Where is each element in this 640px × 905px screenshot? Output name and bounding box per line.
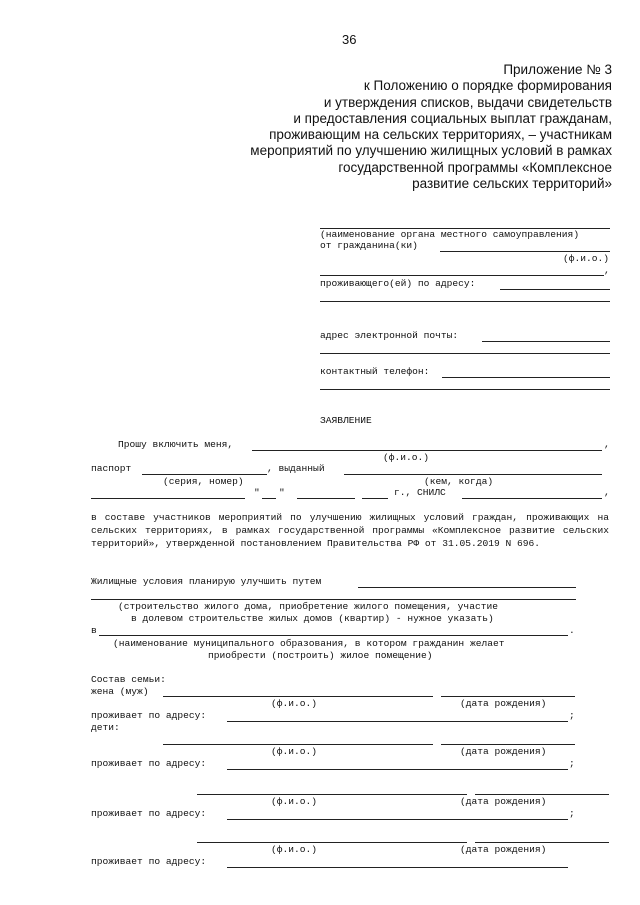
from-fio-line[interactable] <box>440 251 610 252</box>
from-label: от гражданина(ки) <box>320 240 418 251</box>
appendix-line: и предоставления социальных выплат гражданам, <box>293 110 612 126</box>
spouse-fio-field[interactable] <box>163 696 433 697</box>
housing-method-line[interactable] <box>358 587 576 588</box>
passport-series-line[interactable] <box>142 474 267 475</box>
fio-caption: (ф.и.о.) <box>271 698 318 709</box>
semicolon: ; <box>569 710 575 721</box>
municipality-line[interactable] <box>99 635 568 636</box>
housing-plan-label: Жилищные условия планирую улучшить путем <box>91 576 322 587</box>
child-1-dob-field[interactable] <box>441 744 575 745</box>
appendix-line: мероприятий по улучшению жилищных условий в рамках <box>250 143 612 159</box>
address-label: проживает по адресу: <box>91 808 207 819</box>
by-whom-caption: (кем, когда) <box>424 476 494 487</box>
day-field[interactable] <box>262 498 276 499</box>
spouse-address-field[interactable] <box>227 721 568 722</box>
municipality-caption-2: приобрести (построить) жилое помещение) <box>208 650 433 661</box>
period: . <box>569 625 575 636</box>
year-field[interactable] <box>362 498 388 499</box>
snils-field[interactable] <box>462 498 602 499</box>
fio-caption: (ф.и.о.) <box>563 253 610 264</box>
child-2-dob-field[interactable] <box>475 794 609 795</box>
month-field[interactable] <box>297 498 355 499</box>
document-title: ЗАЯВЛЕНИЕ <box>320 415 372 426</box>
housing-caption-1: (строительство жилого дома, приобретение жилого помещения, участие <box>118 601 498 612</box>
spouse-dob-field[interactable] <box>441 696 575 697</box>
appendix-line: и утверждения списков, выдачи свидетельств <box>323 94 612 110</box>
dob-caption: (дата рождения) <box>460 844 547 855</box>
phone-field[interactable] <box>442 377 610 378</box>
comma: , <box>604 265 610 276</box>
housing-caption-2: в долевом строительстве жилых домов (квартир) - нужное указать) <box>131 613 494 624</box>
semicolon: ; <box>569 758 575 769</box>
issued-label: , выданный <box>267 463 325 474</box>
in-label: в <box>91 625 97 636</box>
comma: , <box>604 487 610 498</box>
child-3-address-field[interactable] <box>227 867 568 868</box>
issued-by-line[interactable] <box>344 474 602 475</box>
child-1-fio-field[interactable] <box>163 744 433 745</box>
email-continued-line[interactable] <box>320 353 610 354</box>
housing-method-continued-line[interactable] <box>91 599 576 600</box>
dob-caption: (дата рождения) <box>460 746 547 757</box>
comma: , <box>604 439 610 450</box>
issued-continued-line[interactable] <box>91 498 245 499</box>
email-field[interactable] <box>482 341 610 342</box>
passport-label: паспорт <box>91 463 132 474</box>
address-label: проживает по адресу: <box>91 856 207 867</box>
dob-caption: (дата рождения) <box>460 698 547 709</box>
page-number: 36 <box>342 32 357 47</box>
year-label: г., СНИЛС <box>394 487 446 498</box>
email-label: адрес электронной почты: <box>320 330 459 341</box>
residing-label: проживающего(ей) по адресу: <box>320 278 476 289</box>
fio-caption: (ф.и.о.) <box>383 452 430 463</box>
quote-open: " <box>254 487 260 498</box>
appendix-line: развитие сельских территорий» <box>412 176 612 192</box>
dob-caption: (дата рождения) <box>460 796 547 807</box>
child-3-dob-field[interactable] <box>475 842 609 843</box>
child-2-fio-field[interactable] <box>197 794 467 795</box>
phone-continued-line[interactable] <box>320 389 610 390</box>
fio-caption: (ф.и.о.) <box>271 844 318 855</box>
family-heading: Состав семьи: <box>91 674 166 685</box>
appendix-line: проживающим на сельских территориях, – участникам <box>269 127 612 143</box>
address-line[interactable] <box>500 289 610 290</box>
address-continued-line[interactable] <box>320 301 610 302</box>
child-3-fio-field[interactable] <box>197 842 467 843</box>
appendix-line: к Положению о порядке формирования <box>363 78 612 94</box>
address-label: проживает по адресу: <box>91 710 207 721</box>
fio-caption: (ф.и.о.) <box>271 746 318 757</box>
fio-continued-line[interactable] <box>320 275 604 276</box>
fio-caption: (ф.и.о.) <box>271 796 318 807</box>
children-label: дети: <box>91 722 120 733</box>
include-label: Прошу включить меня, <box>118 439 234 450</box>
appendix-block <box>192 62 612 192</box>
appendix-line: государственной программы «Комплексное <box>338 159 612 175</box>
semicolon: ; <box>569 808 575 819</box>
authority-caption: (наименование органа местного самоуправления) <box>320 229 580 240</box>
child-1-address-field[interactable] <box>227 769 568 770</box>
address-label: проживает по адресу: <box>91 758 207 769</box>
municipality-caption-1: (наименование муниципального образования, в котором гражданин желает <box>113 638 505 649</box>
child-2-address-field[interactable] <box>227 819 568 820</box>
applicant-fio-line[interactable] <box>252 450 602 451</box>
spouse-label: жена (муж) <box>91 686 149 697</box>
series-caption: (серия, номер) <box>163 476 244 487</box>
phone-label: контактный телефон: <box>320 366 430 377</box>
appendix-line: Приложение № 3 <box>503 62 612 77</box>
request-paragraph: в составе участников мероприятий по улучшению жилищных условий граждан, проживающих на сельских территориях, в рамках государственной программы «Комплексное развитие сельских территорий», утвержденной постановлением Правительства РФ от 31.05.2019 N 696. <box>91 512 609 549</box>
quote-close: " <box>279 487 285 498</box>
